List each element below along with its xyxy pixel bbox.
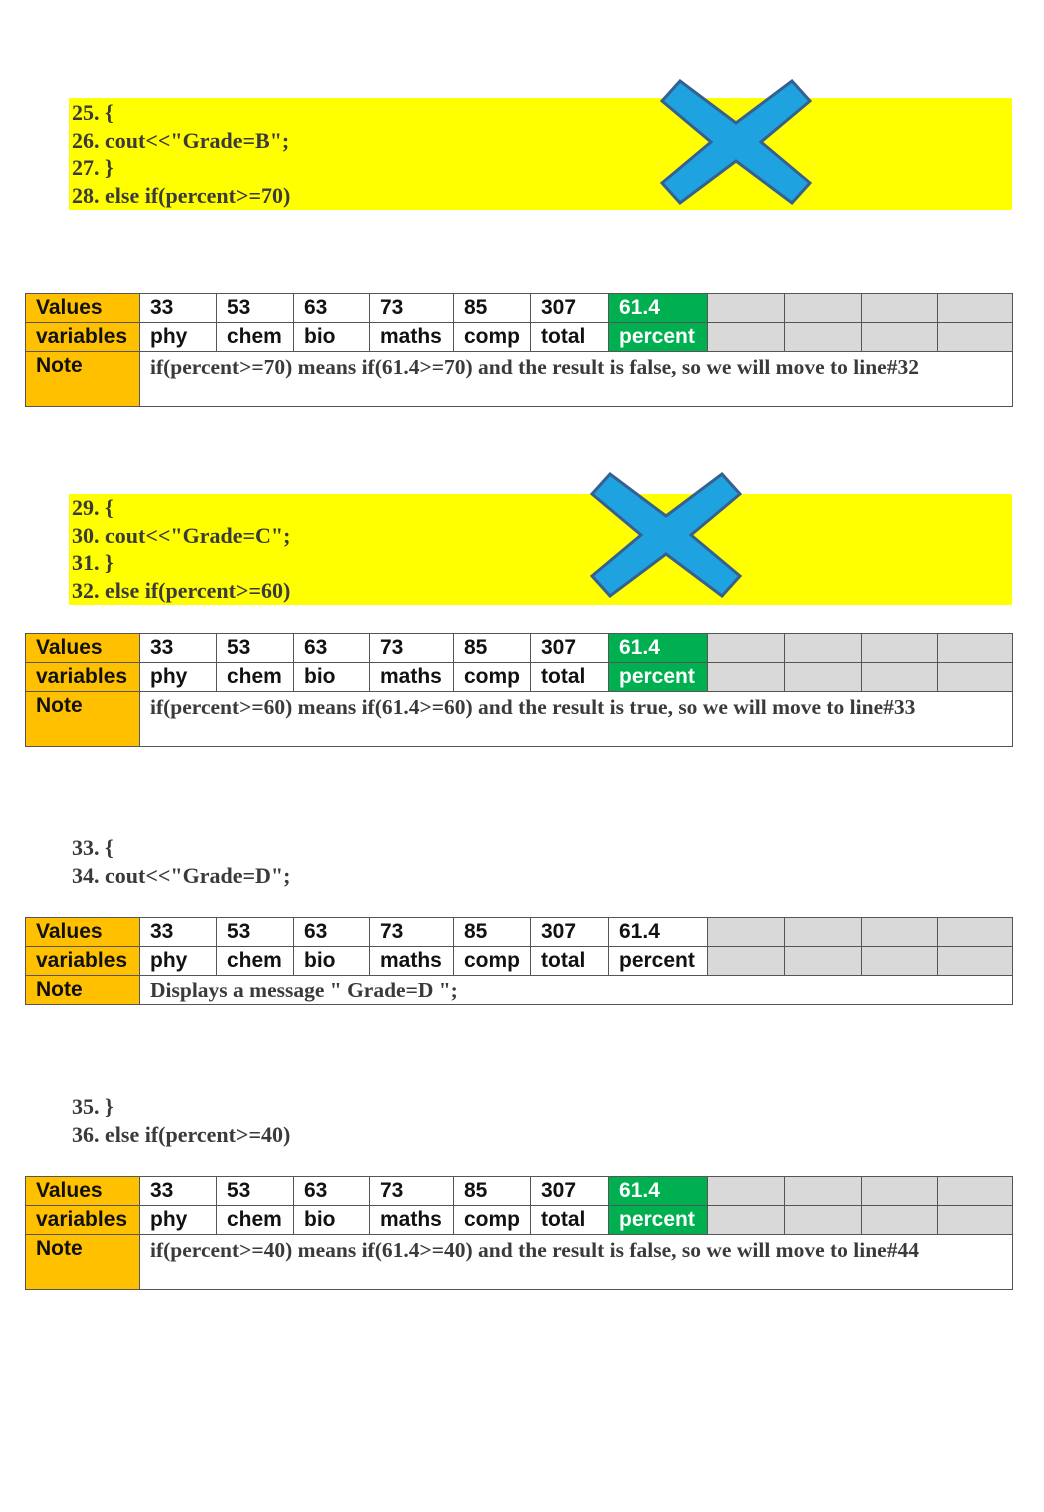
empty-cell <box>785 918 862 947</box>
empty-cell <box>862 1206 938 1235</box>
empty-cell <box>862 947 938 976</box>
code-line: 29. { <box>72 495 114 520</box>
empty-cell <box>708 634 785 663</box>
variables-row <box>26 1206 1013 1235</box>
note-row <box>26 976 1013 1005</box>
code-line: 33. { <box>72 835 114 860</box>
variable-cell: phy <box>140 663 217 692</box>
value-cell: 53 <box>217 918 294 947</box>
value-cell: 63 <box>294 1177 370 1206</box>
variable-cell: phy <box>140 323 217 352</box>
empty-cell <box>938 1177 1013 1206</box>
percent-value-cell: 61.4 <box>609 918 708 947</box>
value-cell: 307 <box>531 918 609 947</box>
empty-cell <box>708 663 785 692</box>
value-cell: 85 <box>454 1177 531 1206</box>
code-block-4 <box>69 1093 1012 1149</box>
value-cell: 53 <box>217 294 294 323</box>
cross-mark-icon <box>658 79 814 205</box>
empty-cell <box>938 323 1013 352</box>
value-cell: 73 <box>370 634 454 663</box>
values-row <box>26 1177 1013 1206</box>
variable-cell: chem <box>217 1206 294 1235</box>
variable-cell: total <box>531 1206 609 1235</box>
value-cell: 307 <box>531 1177 609 1206</box>
variable-cell: chem <box>217 663 294 692</box>
note-row <box>26 352 1013 407</box>
code-block-2 <box>69 494 1012 605</box>
variables-table-1 <box>25 293 1013 407</box>
variable-cell: comp <box>454 1206 531 1235</box>
value-cell: 307 <box>531 294 609 323</box>
note-label: Note <box>26 352 140 407</box>
code-line: 35. } <box>72 1094 114 1119</box>
value-cell: 33 <box>140 1177 217 1206</box>
code-line: 26. cout<<"Grade=B"; <box>72 127 290 153</box>
variable-cell: comp <box>454 947 531 976</box>
empty-cell <box>938 918 1013 947</box>
value-cell: 85 <box>454 294 531 323</box>
variable-cell: chem <box>217 323 294 352</box>
variables-label: variables <box>26 947 140 976</box>
note-text: if(percent>=70) means if(61.4>=70) and the result is false, so we will move to line#32 <box>140 352 1013 407</box>
empty-cell <box>708 294 785 323</box>
variables-table-4 <box>25 1176 1013 1290</box>
variable-cell: bio <box>294 1206 370 1235</box>
value-cell: 307 <box>531 634 609 663</box>
variable-cell: comp <box>454 663 531 692</box>
empty-cell <box>785 323 862 352</box>
value-cell: 63 <box>294 634 370 663</box>
empty-cell <box>785 663 862 692</box>
variables-table-2 <box>25 633 1013 747</box>
empty-cell <box>938 1206 1013 1235</box>
value-cell: 63 <box>294 918 370 947</box>
variable-cell: maths <box>370 663 454 692</box>
values-row <box>26 634 1013 663</box>
cross-mark-icon <box>588 472 744 598</box>
empty-cell <box>785 634 862 663</box>
code-line: 32. else if(percent>=60) <box>72 577 291 603</box>
empty-cell <box>708 947 785 976</box>
note-label: Note <box>26 976 140 1005</box>
empty-cell <box>708 323 785 352</box>
note-text: Displays a message " Grade=D "; <box>140 976 1013 1005</box>
note-row <box>26 1235 1013 1290</box>
empty-cell <box>862 663 938 692</box>
variables-label: variables <box>26 323 140 352</box>
variable-cell: phy <box>140 1206 217 1235</box>
values-label: Values <box>26 634 140 663</box>
code-block-1 <box>69 98 1012 210</box>
percent-variable-cell: percent <box>609 1206 708 1235</box>
value-cell: 63 <box>294 294 370 323</box>
empty-cell <box>708 1206 785 1235</box>
note-text: if(percent>=40) means if(61.4>=40) and the result is false, so we will move to line#44 <box>140 1235 1013 1290</box>
variables-label: variables <box>26 1206 140 1235</box>
variables-row <box>26 947 1013 976</box>
value-cell: 73 <box>370 294 454 323</box>
code-line: 25. { <box>72 100 114 125</box>
percent-variable-cell: percent <box>609 663 708 692</box>
value-cell: 73 <box>370 1177 454 1206</box>
empty-cell <box>938 294 1013 323</box>
empty-cell <box>785 1206 862 1235</box>
empty-cell <box>785 294 862 323</box>
empty-cell <box>862 294 938 323</box>
code-line: 30. cout<<"Grade=C"; <box>72 522 291 548</box>
percent-value-cell: 61.4 <box>609 294 708 323</box>
variable-cell: maths <box>370 323 454 352</box>
empty-cell <box>862 634 938 663</box>
empty-cell <box>862 1177 938 1206</box>
values-row <box>26 294 1013 323</box>
values-label: Values <box>26 1177 140 1206</box>
value-cell: 85 <box>454 634 531 663</box>
value-cell: 33 <box>140 294 217 323</box>
variable-cell: bio <box>294 323 370 352</box>
empty-cell <box>938 663 1013 692</box>
variable-cell: maths <box>370 1206 454 1235</box>
variable-cell: bio <box>294 947 370 976</box>
percent-variable-cell: percent <box>609 323 708 352</box>
code-block-3 <box>69 834 1012 890</box>
percent-value-cell: 61.4 <box>609 1177 708 1206</box>
value-cell: 53 <box>217 1177 294 1206</box>
variables-table-3 <box>25 917 1013 1005</box>
variable-cell: total <box>531 663 609 692</box>
empty-cell <box>938 947 1013 976</box>
value-cell: 33 <box>140 634 217 663</box>
empty-cell <box>938 634 1013 663</box>
empty-cell <box>785 1177 862 1206</box>
variable-cell: chem <box>217 947 294 976</box>
values-label: Values <box>26 918 140 947</box>
code-line: 36. else if(percent>=40) <box>72 1121 291 1147</box>
values-row <box>26 918 1013 947</box>
note-label: Note <box>26 1235 140 1290</box>
value-cell: 73 <box>370 918 454 947</box>
variable-cell: bio <box>294 663 370 692</box>
note-text: if(percent>=60) means if(61.4>=60) and the result is true, so we will move to line#33 <box>140 692 1013 747</box>
variable-cell: total <box>531 947 609 976</box>
code-line: 28. else if(percent>=70) <box>72 182 291 208</box>
percent-variable-cell: percent <box>609 947 708 976</box>
code-line: 27. } <box>72 155 114 180</box>
note-row <box>26 692 1013 747</box>
variable-cell: maths <box>370 947 454 976</box>
value-cell: 33 <box>140 918 217 947</box>
code-line: 31. } <box>72 550 114 575</box>
value-cell: 53 <box>217 634 294 663</box>
empty-cell <box>708 1177 785 1206</box>
variables-label: variables <box>26 663 140 692</box>
empty-cell <box>708 918 785 947</box>
variable-cell: comp <box>454 323 531 352</box>
code-line: 34. cout<<"Grade=D"; <box>72 862 291 888</box>
variables-row <box>26 663 1013 692</box>
note-label: Note <box>26 692 140 747</box>
variable-cell: phy <box>140 947 217 976</box>
empty-cell <box>785 947 862 976</box>
empty-cell <box>862 323 938 352</box>
empty-cell <box>862 918 938 947</box>
variables-row <box>26 323 1013 352</box>
value-cell: 85 <box>454 918 531 947</box>
percent-value-cell: 61.4 <box>609 634 708 663</box>
variable-cell: total <box>531 323 609 352</box>
values-label: Values <box>26 294 140 323</box>
